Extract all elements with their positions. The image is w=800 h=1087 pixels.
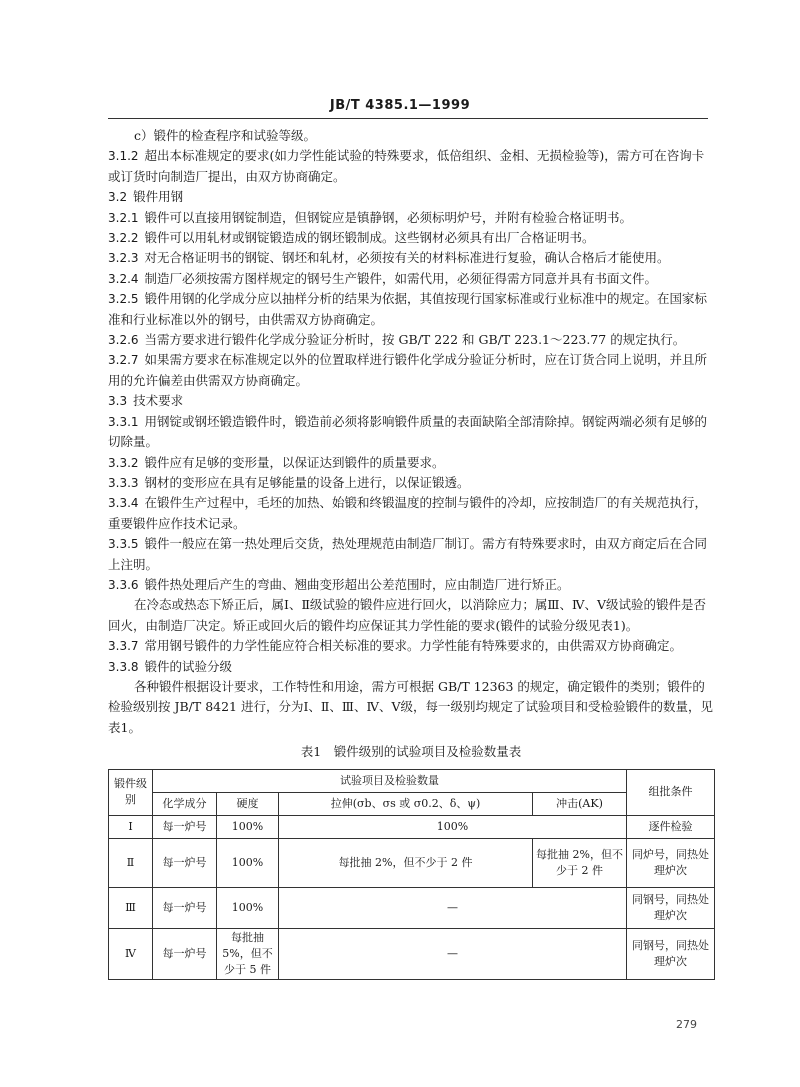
clause-number: 3.3.5 <box>108 537 139 552</box>
paragraph-text: 在冷态或热态下矫正后，属Ⅰ、Ⅱ级试验的锻件应进行回火，以消除应力；属Ⅲ、Ⅳ、Ⅴ级试验的锻件是否回火，由制造厂决定。矫正或回火后的锻件均应保证其力学性能的要求(锻件的试验分级见表1)。 <box>108 597 707 633</box>
paragraph <box>108 575 714 595</box>
header-impact: 冲击(AK) <box>533 792 627 815</box>
table-row <box>109 928 715 979</box>
cell-impact: 每批抽 2%，但不少于 2 件 <box>533 838 627 887</box>
paragraph <box>108 228 714 248</box>
paragraph-text: 钢材的变形应在具有足够能量的设备上进行，以保证锻透。 <box>144 474 470 490</box>
paragraph-text: 用钢锭或钢坯锻造锻件时，锻造前必须将影响锻件质量的表面缺陷全部清除掉。钢锭两端必须有足够的切除量。 <box>108 413 708 450</box>
clause-number: 3.2.3 <box>108 251 139 266</box>
clause-number: 3.2.2 <box>108 231 139 246</box>
paragraph-text: c）锻件的检查程序和试验等级。 <box>134 128 317 143</box>
cell-chem: 每一炉号 <box>153 928 217 979</box>
paragraph <box>108 636 714 656</box>
paragraph-text: 当需方要求进行锻件化学成分验证分析时，按 GB/T 222 和 GB/T 223.1～223.77 的规定执行。 <box>144 332 686 348</box>
paragraph-text: 锻件用钢的化学成分应以抽样分析的结果为依据，其值按现行国家标准或行业标准中的规定。在国家标准和行业标准以外的钢号，由供需双方协商确定。 <box>108 291 708 327</box>
paragraph <box>108 412 714 453</box>
grade-table <box>108 769 715 980</box>
clause-number: 3.3 <box>108 394 128 409</box>
paragraph <box>108 330 714 350</box>
clause-number: 3.3.2 <box>108 455 139 470</box>
paragraph-text: 锻件用钢 <box>133 189 184 205</box>
clause-number: 3.2.6 <box>108 333 139 348</box>
paragraph-text: 对无合格证明书的钢锭、钢坯和轧材，必须按有关的材料标准进行复验，确认合格后才能使用。 <box>144 250 670 266</box>
table-row <box>109 887 715 928</box>
clause-number: 3.3.3 <box>108 475 139 490</box>
paragraph <box>108 595 714 636</box>
cell-batch: 逐件检验 <box>627 815 715 838</box>
paragraph-text: 锻件可以用轧材或钢锭锻造成的钢坯锻制成。这些钢材必须具有出厂合格证明书。 <box>144 230 595 246</box>
header-hardness: 硬度 <box>217 792 279 815</box>
paragraph <box>108 493 714 534</box>
paragraph <box>108 187 714 207</box>
paragraph <box>108 677 714 738</box>
clause-number: 3.2.7 <box>108 353 139 368</box>
paragraph-text: 锻件一般应在第一热处理后交货，热处理规范由制造厂制订。需方有特殊要求时，由双方商定后在合同上注明。 <box>108 536 708 572</box>
cell-grade: Ⅰ <box>109 815 153 838</box>
cell-grade: Ⅲ <box>109 887 153 928</box>
clause-number: 3.2.4 <box>108 271 139 286</box>
header-tensile: 拉伸(σb、σs 或 σ0.2、δ、ψ) <box>279 792 533 815</box>
table-caption: 表1 锻件级别的试验项目及检验数量表 <box>300 744 522 760</box>
cell-hardness: 100% <box>217 815 279 838</box>
paragraph <box>108 126 714 146</box>
cell-hardness: 100% <box>217 838 279 887</box>
cell-chem: 每一炉号 <box>153 887 217 928</box>
paragraph <box>108 534 714 575</box>
page-header: JB/T 4385.1—1999 <box>329 98 471 113</box>
paragraph <box>108 248 714 268</box>
table-row <box>109 815 715 838</box>
paragraph <box>108 657 714 677</box>
paragraph-text: 技术要求 <box>133 393 184 409</box>
paragraph-text: 各种锻件根据设计要求，工作特性和用途，需方可根据 GB/T 12363 的规定，确定锻件的类别；锻件的检验级别按 JB/T 8421 进行，分为Ⅰ、Ⅱ、Ⅲ、Ⅳ、Ⅴ级，每一级别均规定了试验项目和受检验锻件的数量，见表1。 <box>108 678 713 735</box>
paragraph <box>108 146 714 187</box>
paragraph-text: 锻件可以直接用钢锭制造，但钢锭应是镇静钢，必须标明炉号，并附有检验合格证明书。 <box>144 209 633 225</box>
cell-hardness: 100% <box>217 887 279 928</box>
cell-grade: Ⅱ <box>109 838 153 887</box>
header-batch: 组批条件 <box>627 769 715 815</box>
page-number: 279 <box>676 1018 697 1031</box>
paragraph <box>108 208 714 228</box>
cell-tensile: — <box>279 887 627 928</box>
paragraph-text: 锻件的试验分级 <box>144 658 233 674</box>
header-chem: 化学成分 <box>153 792 217 815</box>
cell-batch: 同钢号，同热处理炉次 <box>627 887 715 928</box>
paragraph <box>108 350 714 391</box>
paragraph-list <box>108 126 714 738</box>
paragraph-text: 超出本标准规定的要求(如力学性能试验的特殊要求，低倍组织、金相、无损检验等)，需方可在咨询卡或订货时向制造厂提出，由双方协商确定。 <box>108 148 705 184</box>
clause-number: 3.3.8 <box>108 659 139 674</box>
paragraph <box>108 453 714 473</box>
paragraph-text: 锻件应有足够的变形量，以保证达到锻件的质量要求。 <box>144 454 445 470</box>
paragraph-text: 锻件热处理后产生的弯曲、翘曲变形超出公差范围时，应由制造厂进行矫正。 <box>144 576 570 592</box>
cell-chem: 每一炉号 <box>153 815 217 838</box>
document-body <box>108 126 714 980</box>
header-test-items: 试验项目及检验数量 <box>153 769 627 792</box>
clause-number: 3.3.7 <box>108 639 139 654</box>
clause-number: 3.1.2 <box>108 149 139 164</box>
cell-chem: 每一炉号 <box>153 838 217 887</box>
clause-number: 3.2.1 <box>108 210 139 225</box>
paragraph-text: 常用钢号锻件的力学性能应符合相关标准的要求。力学性能有特殊要求的，由供需双方协商确定。 <box>144 638 683 654</box>
cell-batch: 同钢号，同热处理炉次 <box>627 928 715 979</box>
table-row <box>109 838 715 887</box>
cell-tensile: 每批抽 2%，但不少于 2 件 <box>279 838 533 887</box>
paragraph <box>108 473 714 493</box>
cell-grade: Ⅳ <box>109 928 153 979</box>
clause-number: 3.2 <box>108 190 128 205</box>
cell-batch: 同炉号，同热处理炉次 <box>627 838 715 887</box>
paragraph <box>108 269 714 289</box>
clause-number: 3.3.1 <box>108 414 139 429</box>
clause-number: 3.3.6 <box>108 577 139 592</box>
clause-number: 3.3.4 <box>108 496 139 511</box>
paragraph-text: 在锻件生产过程中，毛坯的加热、始锻和终锻温度的控制与锻件的冷却，应按制造厂的有关规范执行，重要锻件应作技术记录。 <box>108 495 708 531</box>
header-rule <box>108 118 708 119</box>
cell-tensile: 100% <box>279 815 627 838</box>
cell-hardness: 每批抽 5%，但不少于 5 件 <box>217 928 279 979</box>
paragraph <box>108 391 714 411</box>
header-grade: 锻件级别 <box>109 769 153 815</box>
paragraph-text: 如果需方要求在标准规定以外的位置取样进行锻件化学成分验证分析时，应在订货合同上说明，并且所用的允许偏差由供需双方协商确定。 <box>108 352 708 388</box>
paragraph <box>108 289 714 330</box>
clause-number: 3.2.5 <box>108 292 139 307</box>
cell-tensile: — <box>279 928 627 979</box>
paragraph-text: 制造厂必须按需方图样规定的钢号生产锻件，如需代用，必须征得需方同意并具有书面文件。 <box>144 270 658 286</box>
